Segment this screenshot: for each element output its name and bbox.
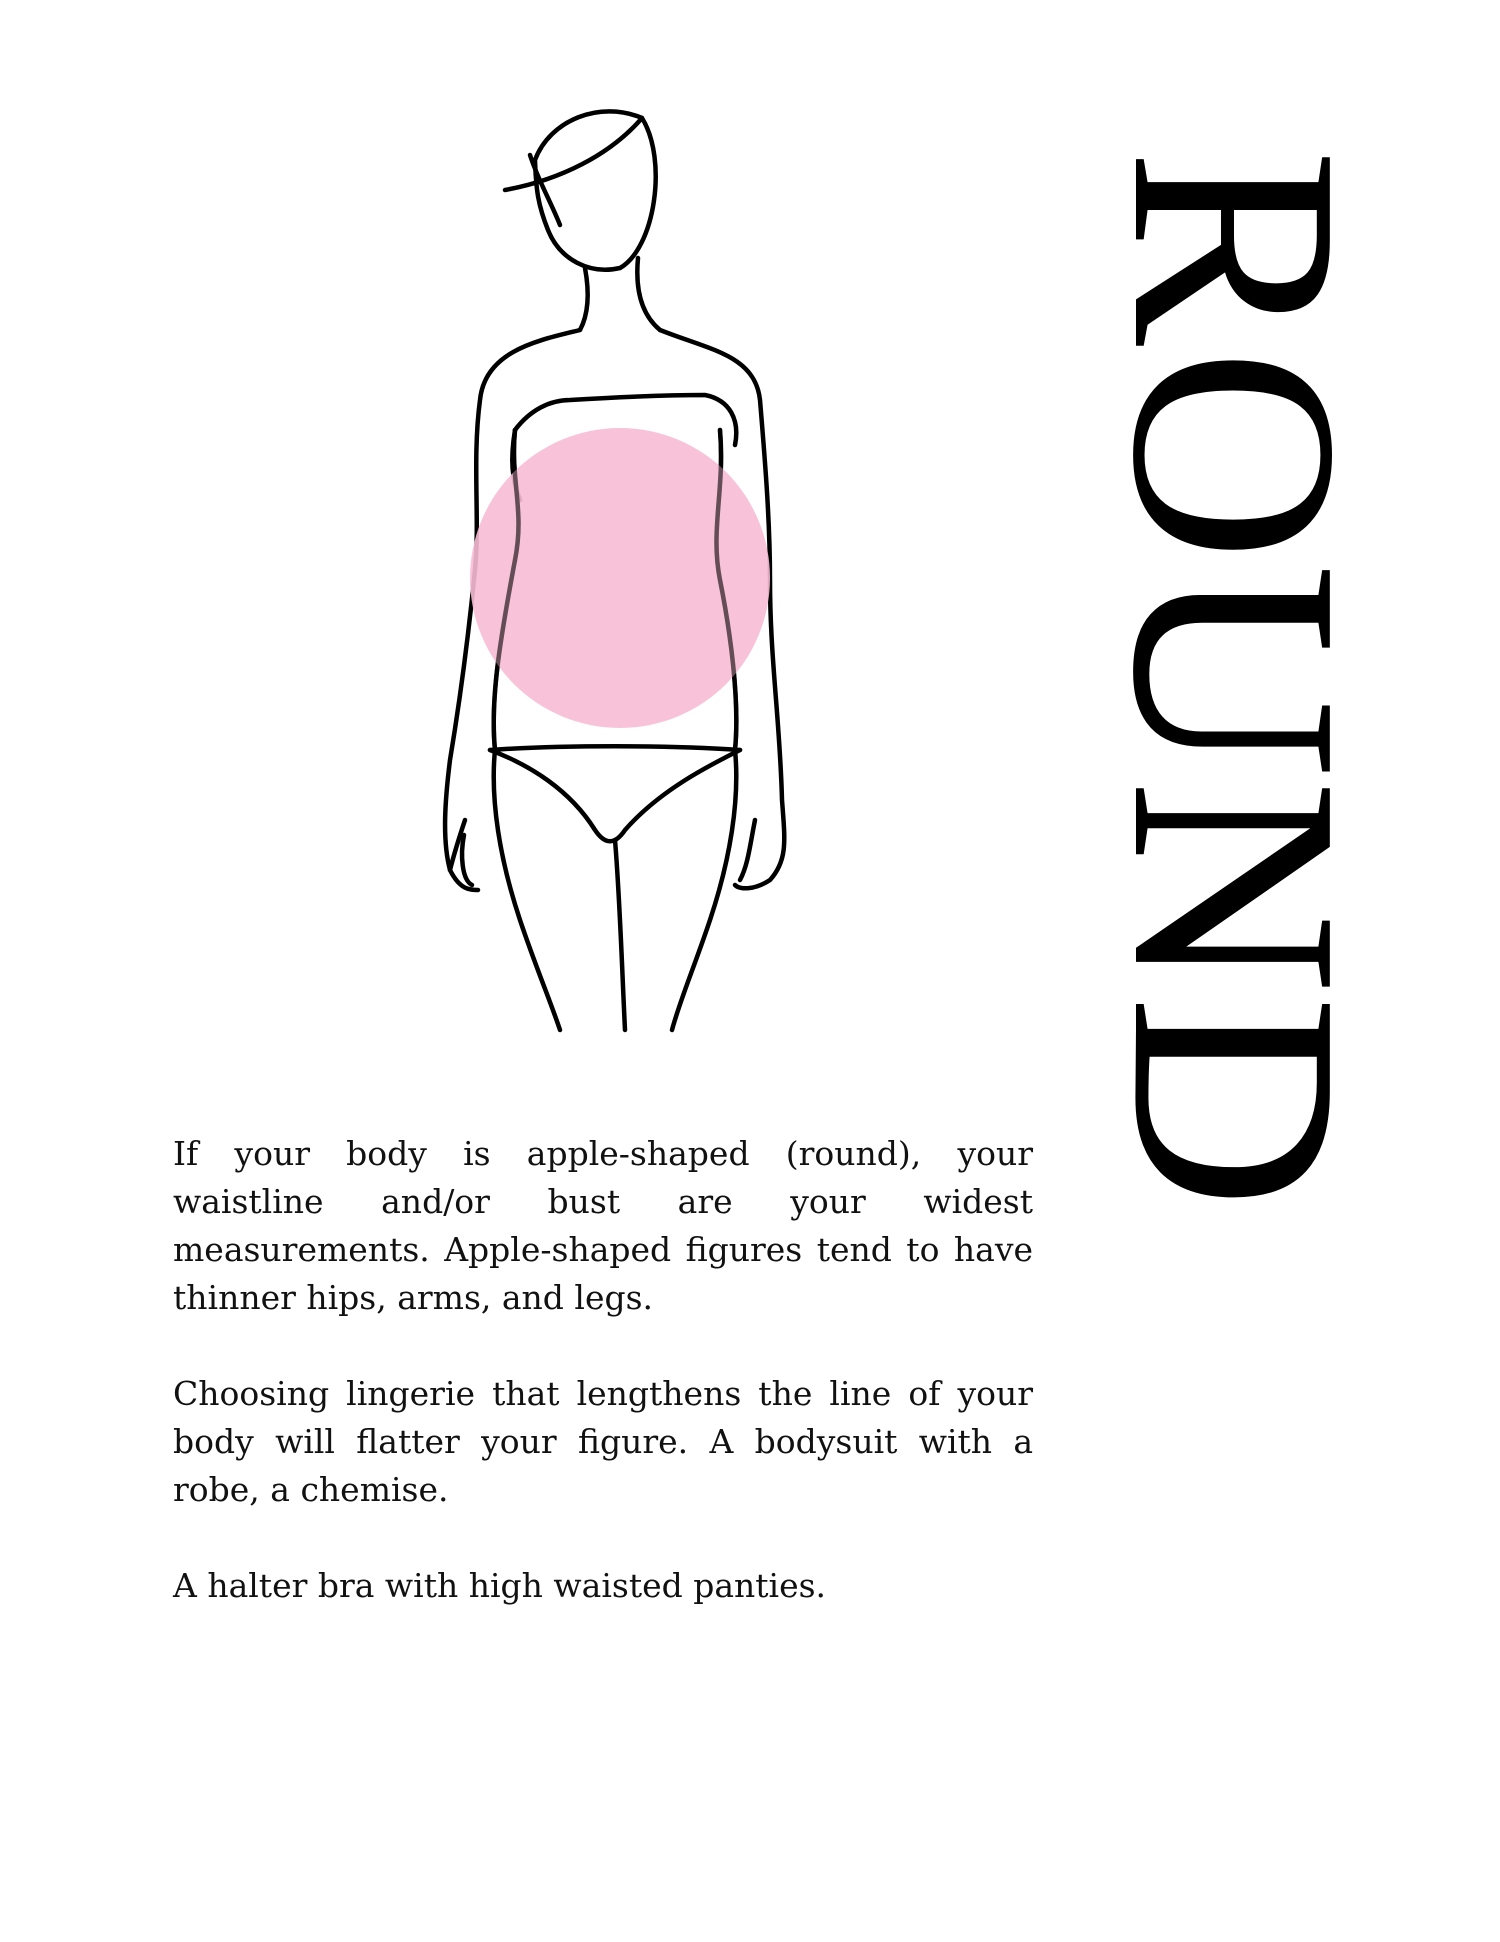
body-shape-illustration xyxy=(410,100,810,1050)
paragraph-recommendation: Choosing lingerie that lengthens the line of your body will flatter your figure. A bodysuit with a robe, a chemise. xyxy=(173,1374,1033,1509)
line-art-female-body-icon xyxy=(410,100,810,1050)
description-text xyxy=(173,1130,1033,1658)
paragraph-suggestion: A halter bra with high waisted panties. xyxy=(173,1566,827,1605)
title-container xyxy=(1071,148,1399,1212)
paragraph-definition: If your body is apple-shaped (round), your waistline and/or bust are your widest measurements. Apple-shaped figures tend to have thinner hips, arms, and legs. xyxy=(173,1134,1033,1317)
page-title: ROUND xyxy=(1071,148,1399,1212)
